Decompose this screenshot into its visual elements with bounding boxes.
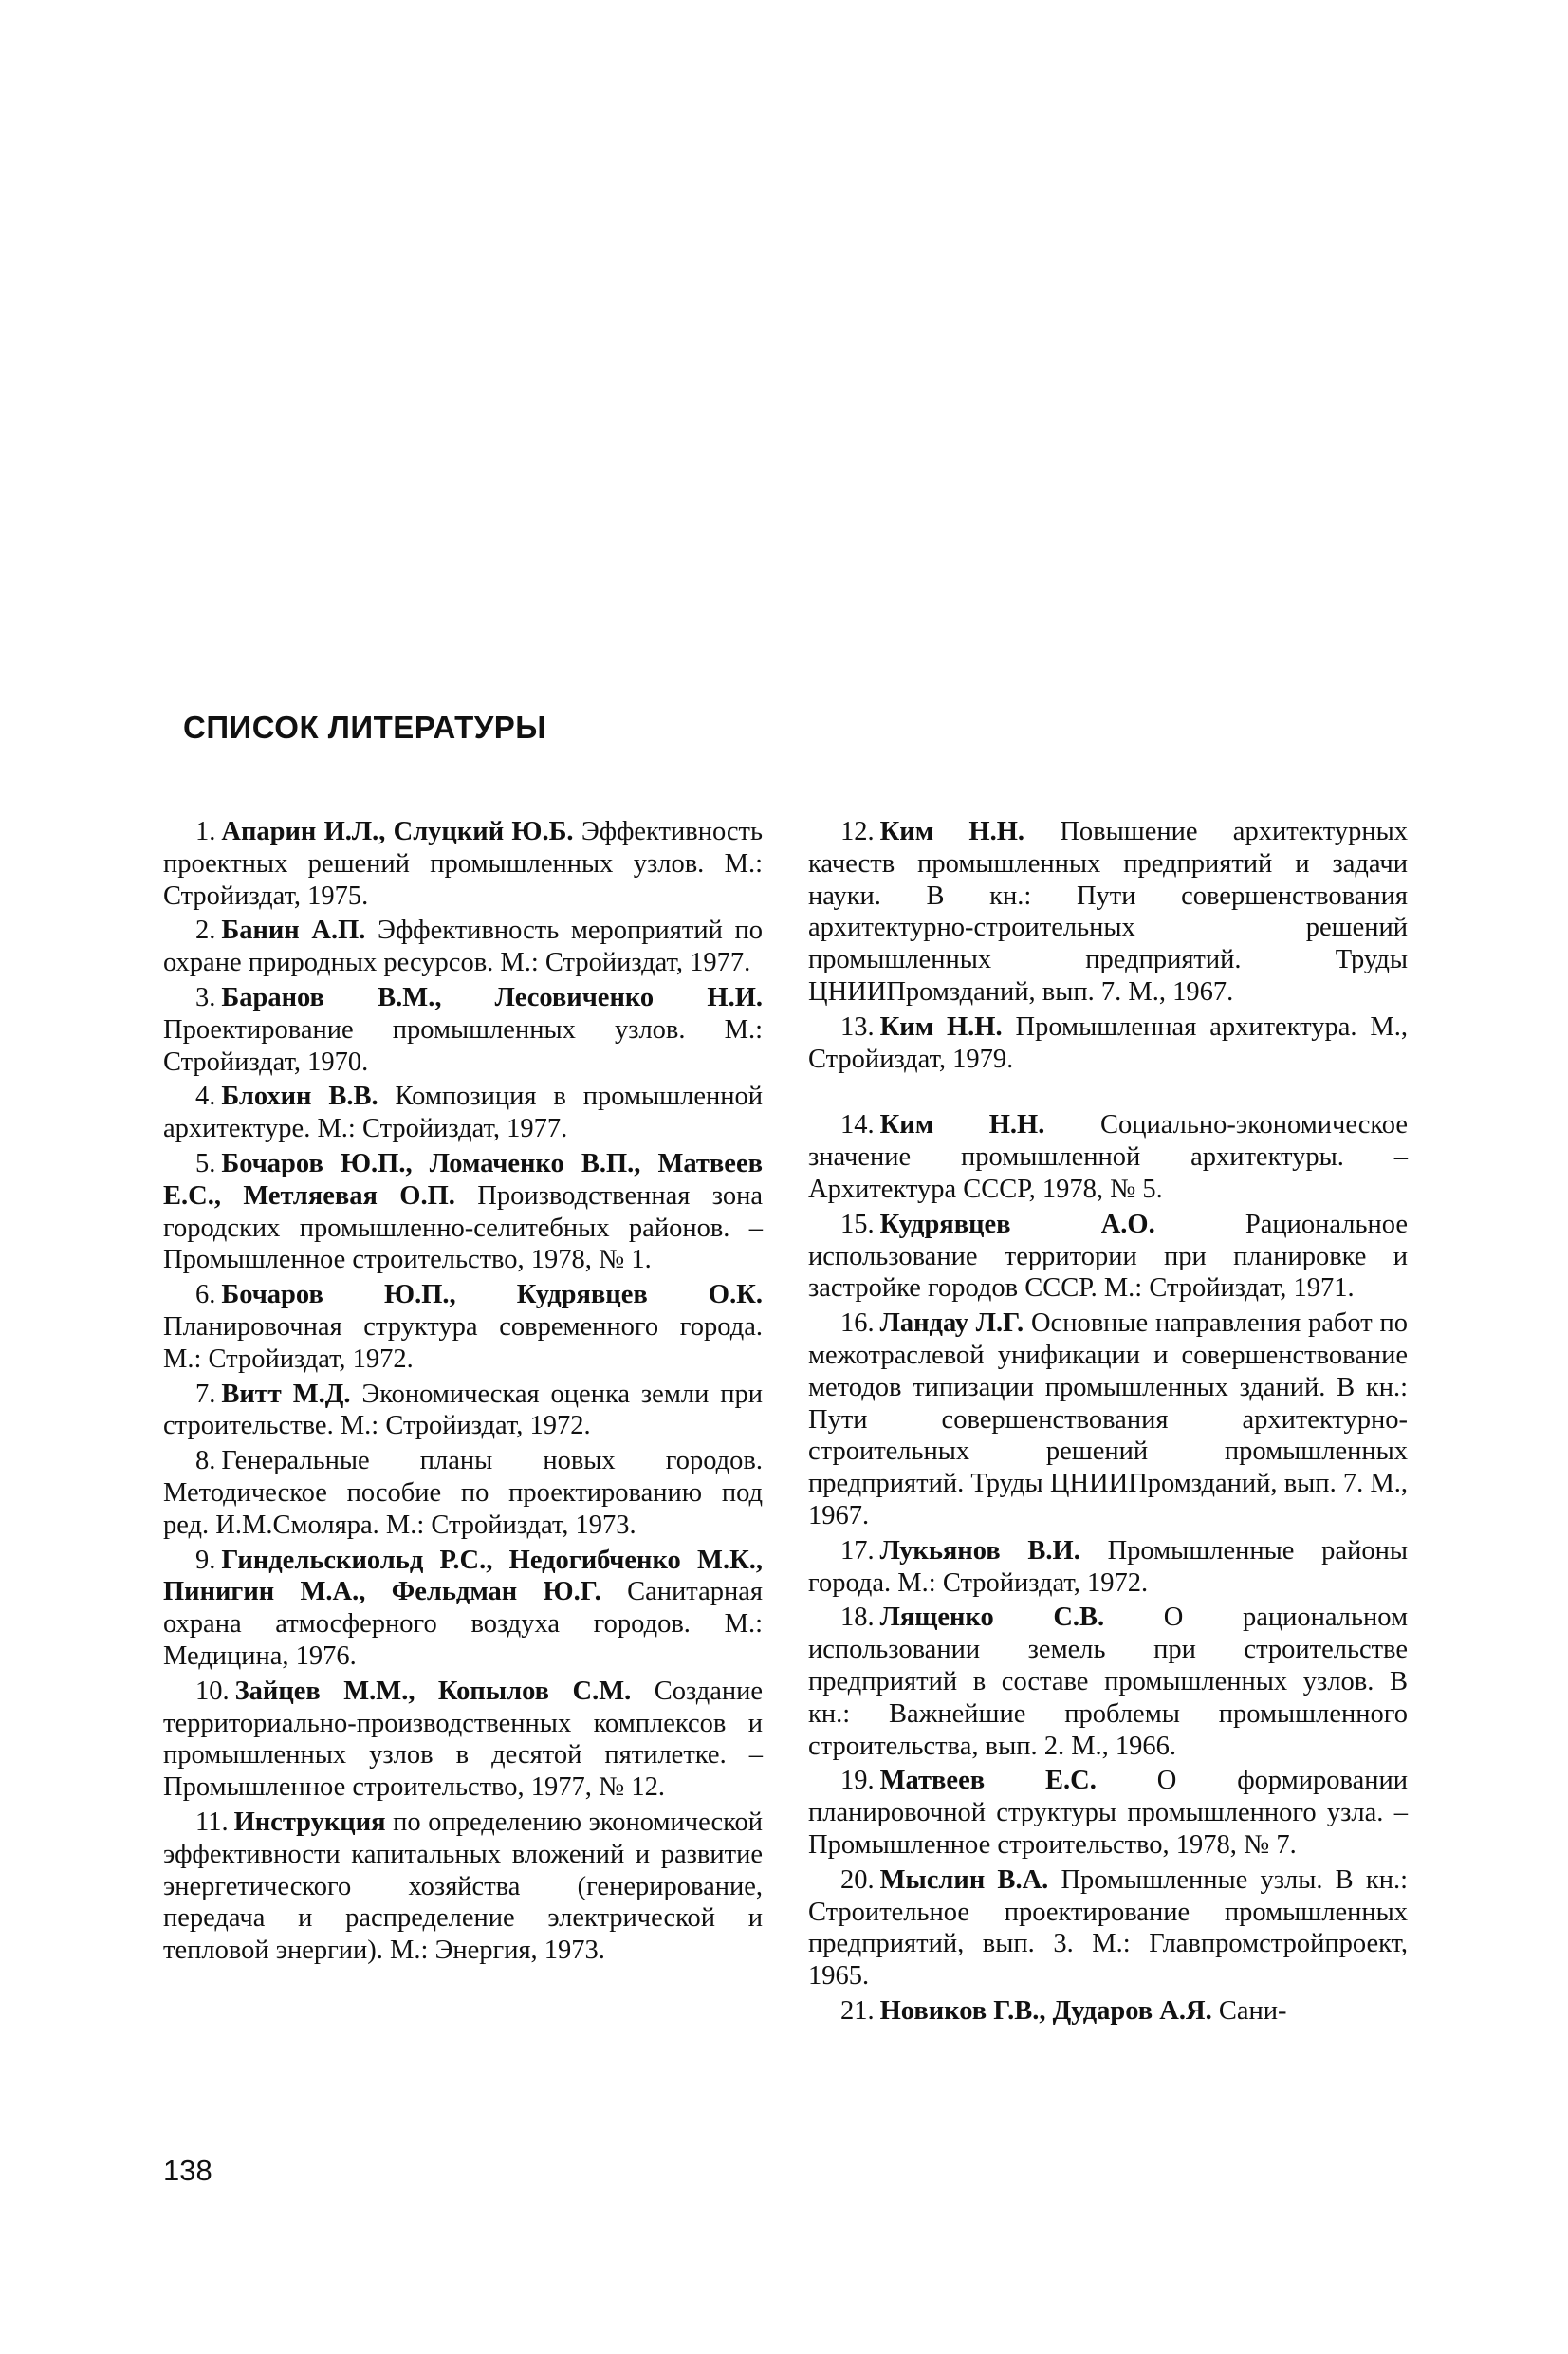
references-column-right	[808, 816, 1408, 2030]
reference-entry: 17. Лукьянов В.И. Промышленные районы города. М.: Стройиздат, 1972.	[808, 1535, 1408, 1598]
reference-entry: 4. Блохин В.В. Композиция в промышленной архитектуре. М.: Стройиздат, 1977.	[163, 1082, 763, 1144]
reference-entry: 12. Ким Н.Н. Повышение архитектурных качеств промышленных предприятий и задачи науки. В кн.: Пути совершенствования архитектурно-строительных решений промышленных предприятий. Труды ЦНИИПромзданий, вып. 7. М., 1967.	[808, 817, 1408, 1007]
reference-entry: 18. Лященко С.В. О рациональном использовании земель при строительстве предприятий в составе промышленных узлов. В кн.: Важнейшие проблемы промышленного строительства, вып. 2. М., 1966.	[808, 1603, 1408, 1761]
reference-entry: 16. Ландау Л.Г. Основные направления работ по межотраслевой унификации и совершенствование методов типизации промышленных зданий. В кн.: Пути совершенствования архитектурно-строительных решений промышленных предприятий. Труды ЦНИИПромзданий, вып. 7. М., 1967.	[808, 1308, 1409, 1530]
reference-entry: 1. Апарин И.Л., Слуцкий Ю.Б. Эффективность проектных решений промышленных узлов. М.: Стройиздат, 1975.	[163, 817, 764, 911]
reference-entry: 20. Мыслин В.А. Промышленные узлы. В кн.: Строительное проектирование промышленных предприятий, вып. 3. М.: Главпромстройпроект, 1965.	[808, 1864, 1408, 1992]
page-number: 138	[163, 2154, 212, 2187]
reference-entry: 3. Баранов В.М., Лесовиченко Н.И. Проектирование промышленных узлов. М.: Стройиздат, 1970.	[163, 982, 763, 1077]
references-column-left	[163, 816, 763, 1970]
reference-entry: 9. Гиндельскиольд Р.С., Недогибченко М.К., Пинигин М.А., Фельдман Ю.Г. Санитарная охрана атмосферного воздуха городов. М.: Медицина, 1976.	[163, 1545, 764, 1671]
reference-entry: 5. Бочаров Ю.П., Ломаченко В.П., Матвеев Е.С., Метляевая О.П. Производственная зона городских промышленно-селитебных районов. – Промышленное строительство, 1978, № 1.	[163, 1148, 764, 1275]
reference-entry: 13. Ким Н.Н. Промышленная архитектура. М., Стройиздат, 1979.	[808, 1011, 1408, 1074]
reference-entry: 10. Зайцев М.М., Копылов С.М. Создание территориально-производственных комплексов и промышленных узлов в десятой пятилетке. – Промышленное строительство, 1977, № 12.	[163, 1676, 764, 1803]
reference-entry: 2. Банин А.П. Эффективность мероприятий по охране природных ресурсов. М.: Стройиздат, 1977.	[163, 916, 764, 978]
reference-entry: 8. Генеральные планы новых городов. Методическое пособие по проектированию под ред. И.М.Смоляра. М.: Стройиздат, 1973.	[163, 1446, 763, 1540]
reference-entry: 15. Кудрявцев А.О. Рациональное использование территории при планировке и застройке городов СССР. М.: Стройиздат, 1971.	[808, 1209, 1408, 1304]
reference-entry: 7. Витт М.Д. Экономическая оценка земли при строительстве. М.: Стройиздат, 1972.	[163, 1379, 764, 1441]
reference-entry: 6. Бочаров Ю.П., Кудрявцев О.К. Планировочная структура современного города. М.: Стройиздат, 1972.	[163, 1280, 763, 1374]
reference-entry: 21. Новиков Г.В., Дударов А.Я. Сани-	[840, 1995, 1287, 2026]
page-title: СПИСОК ЛИТЕРАТУРЫ	[183, 710, 547, 745]
reference-entry: 19. Матвеев Е.С. О формировании планировочной структуры промышленного узла. – Промышленное строительство, 1978, № 7.	[808, 1766, 1409, 1860]
reference-entry: 14. Ким Н.Н. Социально-экономическое значение промышленной архитектуры. – Архитектура СССР, 1978, № 5.	[808, 1110, 1408, 1204]
reference-entry: 11. Инструкция по определению экономической эффективности капитальных вложений и развитие энергетического хозяйства (генерирование, передача и распределение электрической и тепловой энергии). М.: Энергия, 1973.	[163, 1807, 764, 1966]
